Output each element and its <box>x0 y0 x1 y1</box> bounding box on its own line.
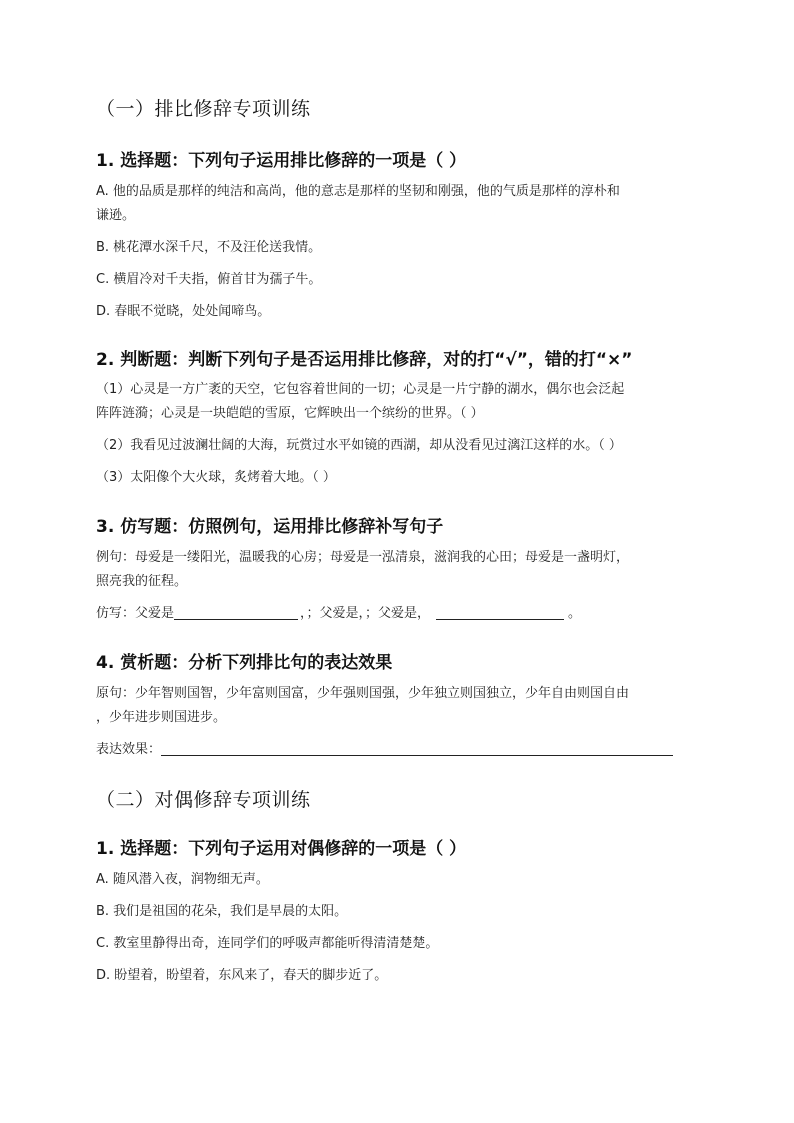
section-title-antithesis: （二）对偶修辞专项训练 <box>96 789 311 811</box>
answer-blank[interactable] <box>436 605 564 620</box>
question-title: 4. 赏析题：分析下列排比句的表达效果 <box>96 653 393 673</box>
example-sentence: 照亮我的征程。 <box>96 574 188 589</box>
option-line: C. 横眉冷对千夫指，俯首甘为孺子牛。 <box>96 272 322 287</box>
option-line: A. 他的品质是那样的纯洁和高尚，他的意志是那样的坚韧和刚强，他的气质是那样的淳朴和 <box>96 184 620 199</box>
option-line: A. 随风潜入夜，润物细无声。 <box>96 872 269 887</box>
option-line: D. 春眠不觉晓，处处闻啼鸟。 <box>96 304 271 319</box>
effect-line <box>96 740 704 760</box>
question-title: 2. 判断题：判断下列句子是否运用排比修辞，对的打“√”，错的打“×” <box>96 350 633 370</box>
original-sentence: ，少年进步则国进步。 <box>96 710 227 725</box>
original-sentence: 原句：少年智则国智，少年富则国富，少年强则国强，少年独立则国独立，少年自由则国自由 <box>96 686 630 701</box>
question-title: 3. 仿写题：仿照例句，运用排比修辞补写句子 <box>96 517 444 537</box>
judge-item: （3）太阳像个大火球，炙烤着大地。（ ） <box>96 470 336 485</box>
question-title: 1. 选择题：下列句子运用对偶修辞的一项是（ ） <box>96 839 467 859</box>
judge-item: 阵阵涟漪；心灵是一块皑皑的雪原，它辉映出一个缤纷的世界。（ ） <box>96 406 484 421</box>
example-sentence: 例句：母爱是一缕阳光，温暖我的心房；母爱是一泓清泉，滋润我的心田；母爱是一盏明灯， <box>96 550 630 565</box>
effect-label: 表达效果： <box>96 742 162 757</box>
judge-item: （2）我看见过波澜壮阔的大海，玩赏过水平如镜的西湖，却从没看见过漓江这样的水。（ ） <box>96 438 622 453</box>
question-title: 1. 选择题：下列句子运用排比修辞的一项是（ ） <box>96 151 467 171</box>
imitate-end: 。 <box>568 606 582 621</box>
option-line: D. 盼望着，盼望着，东风来了，春天的脚步近了。 <box>96 968 388 983</box>
answer-blank[interactable] <box>174 605 298 620</box>
option-line: 谦逊。 <box>96 208 136 223</box>
imitate-line <box>96 604 704 624</box>
section-title-parallelism: （一）排比修辞专项训练 <box>96 98 311 120</box>
option-line: B. 桃花潭水深千尺，不及汪伦送我情。 <box>96 240 322 255</box>
answer-blank[interactable] <box>161 741 673 756</box>
imitate-middle: ，；父爱是，；父爱是， <box>300 606 431 621</box>
option-line: C. 教室里静得出奇，连同学们的呼吸声都能听得清清楚楚。 <box>96 936 439 951</box>
imitate-prefix: 仿写：父爱是 <box>96 606 175 621</box>
judge-item: （1）心灵是一方广袤的天空，它包容着世间的一切；心灵是一片宁静的湖水，偶尔也会泛起 <box>96 382 625 397</box>
option-line: B. 我们是祖国的花朵，我们是早晨的太阳。 <box>96 904 348 919</box>
